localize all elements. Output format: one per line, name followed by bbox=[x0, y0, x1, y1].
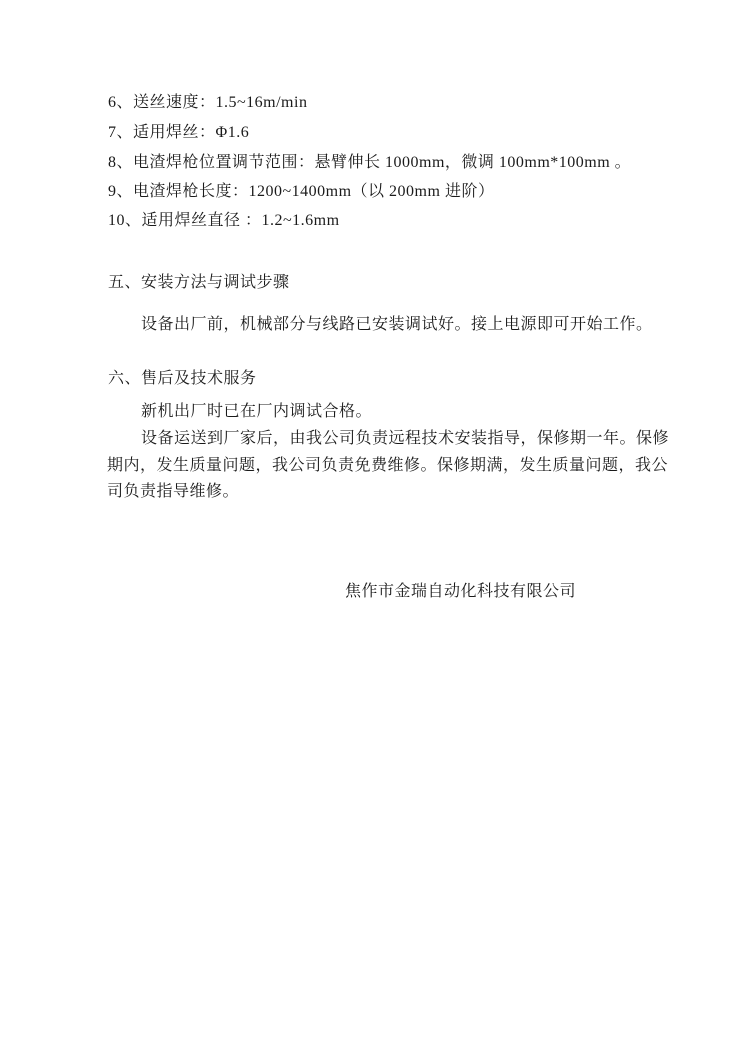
warranty-paragraph-line-1: 设备运送到厂家后，由我公司负责远程技术安装指导，保修期一年。保修 bbox=[141, 430, 670, 447]
installation-paragraph: 设备出厂前，机械部分与线路已安装调试好。接上电源即可开始工作。 bbox=[141, 316, 653, 333]
warranty-paragraph-line-3: 司负责指导维修。 bbox=[107, 483, 240, 500]
spec-item-wire-feed-speed: 6、送丝速度：1.5~16m/min bbox=[108, 94, 308, 111]
spec-item-gun-length: 9、电渣焊枪长度：1200~1400mm（以 200mm 进阶） bbox=[108, 183, 495, 200]
warranty-paragraph-line-2: 期内，发生质量问题，我公司负责免费维修。保修期满，发生质量问题，我公 bbox=[107, 457, 669, 474]
section-heading-installation: 五、安装方法与调试步骤 bbox=[108, 274, 290, 291]
section-heading-after-sales: 六、售后及技术服务 bbox=[108, 370, 257, 387]
spec-item-wire-diameter: 10、适用焊丝直径 ：1.2~1.6mm bbox=[108, 212, 340, 229]
after-sales-intro-line: 新机出厂时已在厂内调试合格。 bbox=[141, 403, 373, 420]
spec-item-applicable-wire: 7、适用焊丝：Φ1.6 bbox=[108, 124, 250, 141]
spec-item-gun-position-range: 8、电渣焊枪位置调节范围：悬臂伸长 1000mm，微调 100mm*100mm 。 bbox=[108, 154, 632, 171]
company-signature: 焦作市金瑞自动化科技有限公司 bbox=[345, 583, 577, 600]
